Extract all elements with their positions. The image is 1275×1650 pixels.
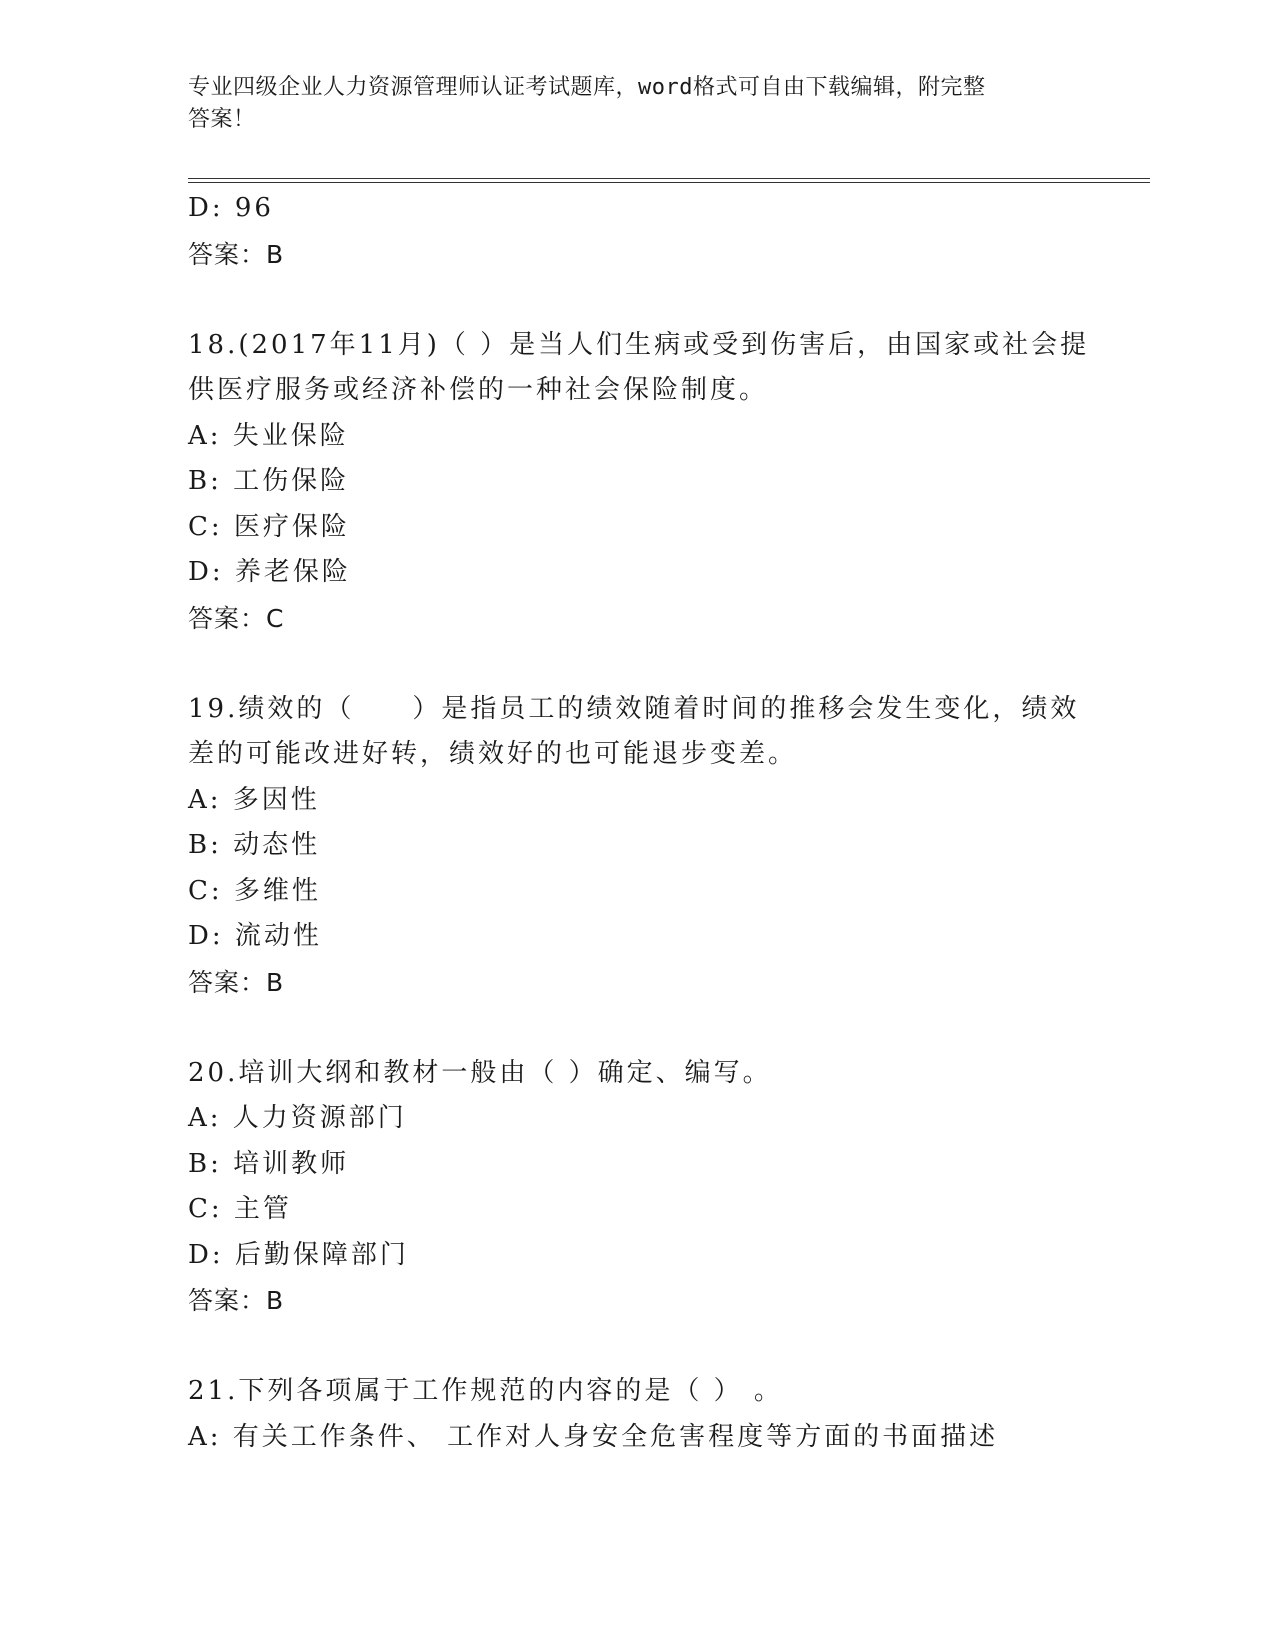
- spacer: [188, 1324, 1088, 1370]
- spacer: [188, 277, 1088, 323]
- option-d: D: 流动性: [188, 921, 322, 951]
- option-c: C: 医疗保险: [188, 511, 350, 542]
- option-b: B: 工伤保险: [188, 466, 350, 496]
- answer-line: 答案：B: [188, 967, 285, 997]
- option-b: B: 培训教师: [188, 1148, 350, 1179]
- option-a: A: 人力资源部门: [188, 1103, 407, 1133]
- question-list: [188, 186, 1088, 1460]
- option-a: A: 有关工作条件、 工作对人身安全危害程度等方面的书面描述: [188, 1421, 999, 1452]
- question-19: [188, 687, 1088, 1006]
- header-line-2: 答案！: [188, 107, 256, 132]
- previous-question-tail: [188, 186, 1088, 277]
- answer-line: 答案：C: [188, 603, 285, 633]
- answer-line: 答案：B: [188, 239, 285, 269]
- question-18: [188, 323, 1088, 642]
- option-d: D: 96: [188, 193, 274, 223]
- header-rule-top: [188, 178, 1150, 179]
- question-text: 21.下列各项属于工作规范的内容的是（ ） 。: [188, 1376, 783, 1406]
- question-text: 20.培训大纲和教材一般由（ ）确定、编写。: [188, 1057, 772, 1088]
- option-c: C: 主管: [188, 1194, 292, 1224]
- header-rule-bottom: [188, 182, 1150, 183]
- question-21: [188, 1369, 1088, 1460]
- question-text-continued: 供医疗服务或经济补偿的一种社会保险制度。: [188, 375, 769, 405]
- option-d: D: 后勤保障部门: [188, 1239, 409, 1270]
- document-header: [188, 72, 1068, 136]
- spacer: [188, 641, 1088, 687]
- option-a: A: 失业保险: [188, 420, 349, 451]
- question-text: 19.绩效的（ ）是指员工的绩效随着时间的推移会发生变化，绩效: [188, 693, 1080, 724]
- option-c: C: 多维性: [188, 875, 321, 906]
- question-text: 18.(2017年11月)（ ）是当人们生病或受到伤害后，由国家或社会提: [188, 329, 1090, 360]
- answer-line: 答案：B: [188, 1286, 285, 1315]
- option-d: D: 养老保险: [188, 557, 351, 587]
- header-line-1: 专业四级企业人力资源管理师认证考试题库，word格式可自由下载编辑，附完整: [188, 75, 986, 100]
- question-text-continued: 差的可能改进好转，绩效好的也可能退步变差。: [188, 739, 798, 769]
- option-b: B: 动态性: [188, 830, 321, 860]
- spacer: [188, 1005, 1088, 1051]
- option-a: A: 多因性: [188, 784, 320, 815]
- question-20: [188, 1051, 1088, 1324]
